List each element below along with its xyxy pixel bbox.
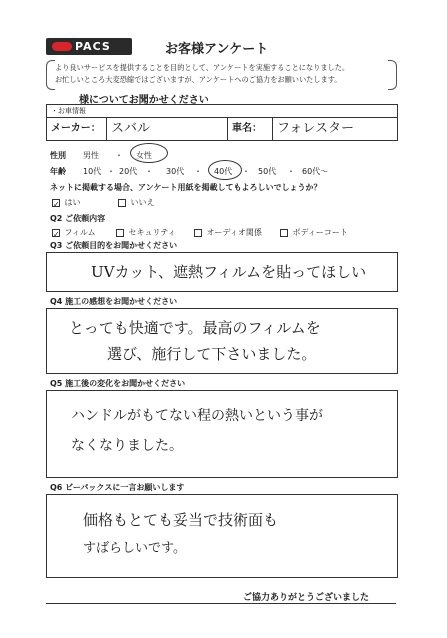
intro-line-1: より良いサービスを提供することを目的として、アンケートを実施することになりました。 bbox=[55, 63, 350, 72]
age-sep-5: ・ bbox=[287, 167, 295, 176]
maker-value[interactable]: スバル bbox=[107, 118, 228, 140]
age-option-20s[interactable]: 20代 bbox=[119, 167, 138, 176]
q3-label: Q3 ご依頼目的をお聞かせください bbox=[50, 241, 178, 250]
q4-answer-box[interactable] bbox=[46, 308, 398, 374]
q1-option-no[interactable] bbox=[118, 197, 155, 208]
checkbox-icon[interactable] bbox=[194, 229, 202, 237]
age-sep-2: ・ bbox=[145, 167, 153, 176]
logo-mark-icon bbox=[52, 42, 72, 51]
q1-text: ネットに掲載する場合、アンケート用紙を掲載してもよろしいでしょうか？ bbox=[50, 183, 322, 192]
q2-option-film[interactable] bbox=[52, 227, 96, 238]
gender-option-female[interactable]: 女性 bbox=[136, 151, 152, 160]
q2-film-label: フィルム bbox=[64, 228, 96, 237]
q1-yes-label: はい bbox=[64, 198, 81, 207]
age-sep-3: ・ bbox=[194, 167, 202, 176]
logo-text: PACS bbox=[75, 40, 111, 53]
q1-no-label: いいえ bbox=[130, 198, 155, 207]
thank-you-text: ご協力ありがとうございました bbox=[243, 593, 370, 603]
age-selected-circle bbox=[208, 160, 242, 180]
intro-bracket-left bbox=[46, 60, 55, 90]
gender-selected-circle bbox=[130, 143, 168, 163]
q6-answer-line-1: 価格もとても妥当で技術面も bbox=[83, 511, 279, 529]
section-title: 様についてお聞かせください bbox=[79, 95, 209, 106]
car-name-value[interactable]: フォレスター bbox=[277, 121, 354, 136]
age-sep-4: ・ bbox=[242, 167, 250, 176]
q2-bodycoat-label: ボディーコート bbox=[292, 228, 348, 237]
q6-answer-line-2: すばらしいです。 bbox=[83, 541, 186, 556]
car-name-label: 車名： bbox=[228, 118, 273, 140]
q5-answer-line-2: なくなりました。 bbox=[71, 438, 183, 454]
q2-option-bodycoat[interactable] bbox=[280, 227, 348, 238]
age-sep-1: ・ bbox=[107, 167, 115, 176]
q4-answer-line-2: 選び、施行して下さいました。 bbox=[107, 345, 317, 363]
intro-bracket-right bbox=[388, 60, 397, 90]
pacs-logo bbox=[46, 38, 132, 55]
age-option-30s[interactable]: 30代 bbox=[166, 167, 185, 176]
q6-answer-box[interactable] bbox=[46, 494, 398, 578]
q4-label: Q4 施工の感想をお聞かせください bbox=[50, 297, 178, 306]
checkbox-icon[interactable] bbox=[116, 229, 124, 237]
q3-answer-box[interactable] bbox=[46, 252, 398, 292]
checkbox-checked-icon[interactable]: ✓ bbox=[53, 229, 60, 239]
age-option-10s[interactable]: 10代 bbox=[83, 167, 102, 176]
age-option-60s[interactable]: 60代～ bbox=[302, 167, 329, 176]
gender-separator: ・ bbox=[115, 151, 123, 160]
q5-answer-box[interactable] bbox=[46, 390, 398, 478]
checkbox-icon[interactable] bbox=[280, 229, 288, 237]
gender-label: 性別 bbox=[50, 151, 66, 160]
gender-option-male[interactable]: 男性 bbox=[83, 151, 99, 160]
car-info-label: ・お車情報 bbox=[47, 105, 397, 118]
q1-option-yes[interactable] bbox=[52, 197, 81, 208]
q5-answer-line-1: ハンドルがもてない程の熱いという事が bbox=[71, 408, 323, 424]
q6-label: Q6 ビーパックスに一言お願いします bbox=[50, 483, 185, 492]
q3-answer: UVカット、遮熱フィルムを貼ってほしい bbox=[91, 263, 367, 281]
q4-answer-line-1: とっても快適です。最高のフィルムを bbox=[69, 319, 321, 337]
age-option-50s[interactable]: 50代 bbox=[258, 167, 277, 176]
page-title: お客様アンケート bbox=[165, 42, 269, 57]
q2-option-audio[interactable] bbox=[194, 227, 262, 238]
footer-divider bbox=[46, 603, 396, 604]
q2-label: Q2 ご依頼内容 bbox=[50, 214, 106, 223]
q2-security-label: セキュリティ bbox=[128, 228, 176, 237]
age-option-40s[interactable]: 40代 bbox=[214, 167, 233, 176]
checkbox-icon[interactable] bbox=[118, 199, 126, 207]
maker-label: メーカー： bbox=[47, 118, 107, 140]
q2-option-security[interactable] bbox=[116, 227, 176, 238]
q5-label: Q5 施工後の変化をお聞かせください bbox=[50, 379, 186, 388]
checkbox-checked-icon[interactable]: ✓ bbox=[53, 199, 60, 209]
intro-line-2: お忙しいところ大変恐縮ではございますが、アンケートへのご協力をお願いいたします。 bbox=[55, 75, 342, 84]
q2-audio-label: オーディオ関係 bbox=[206, 228, 262, 237]
car-info-table bbox=[46, 104, 398, 141]
age-label: 年齢 bbox=[50, 167, 66, 176]
